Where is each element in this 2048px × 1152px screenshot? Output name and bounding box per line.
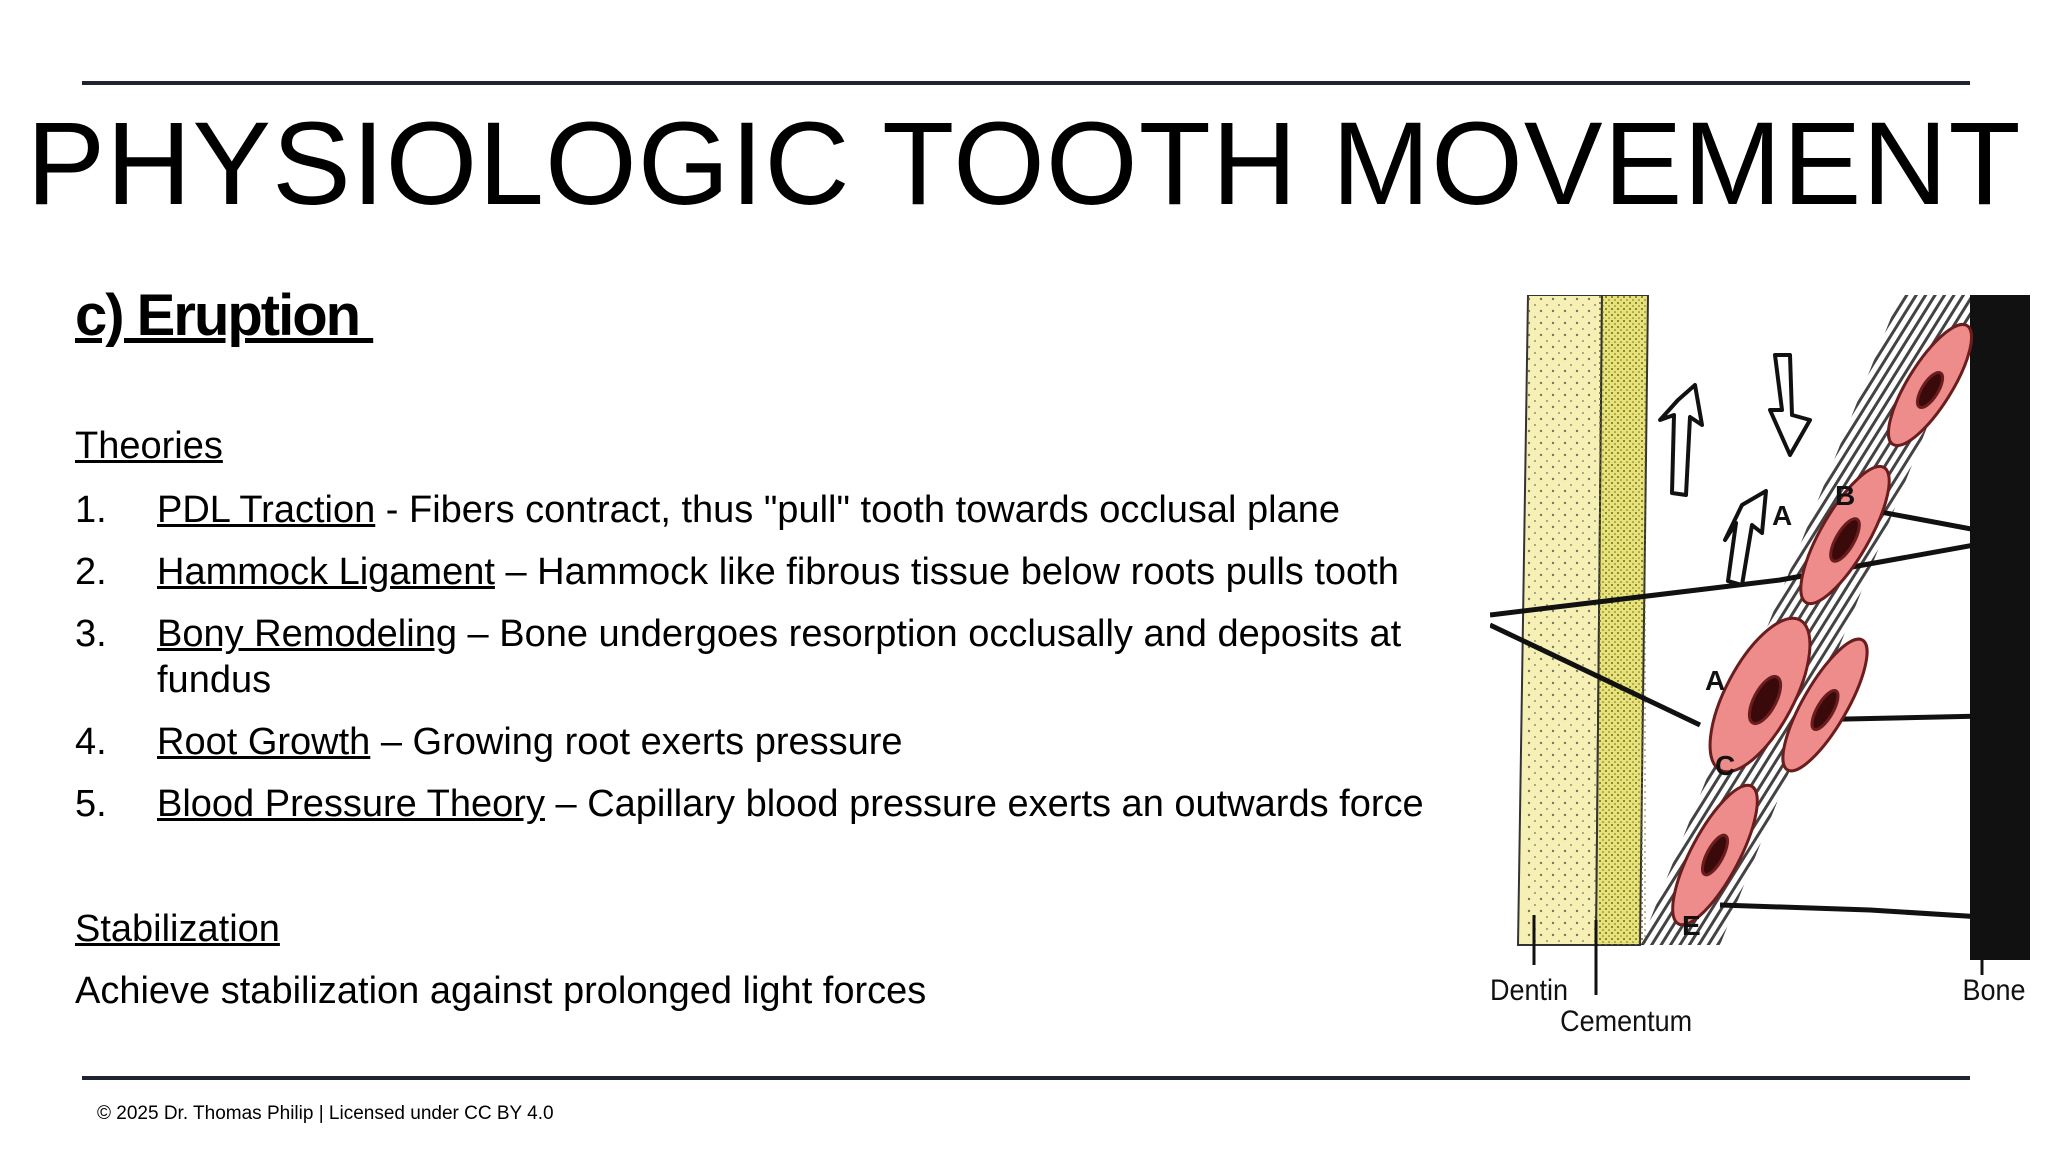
cementum-dots bbox=[1598, 295, 1646, 945]
item-number: 2. bbox=[75, 551, 107, 593]
item-description: – Growing root exerts pressure bbox=[370, 721, 903, 763]
theories-list bbox=[75, 487, 1475, 843]
down-arrow bbox=[1770, 355, 1810, 455]
slide-title: PHYSIOLOGIC TOOTH MOVEMENT bbox=[26, 98, 2022, 230]
dentin-dots bbox=[1526, 295, 1596, 945]
cell-letter: B bbox=[1835, 480, 1856, 511]
item-number: 3. bbox=[75, 613, 107, 655]
theories-label: Theories bbox=[75, 425, 223, 467]
item-description: – Capillary blood pressure exerts an outwards force bbox=[544, 783, 1424, 825]
bottom-divider bbox=[82, 1076, 1970, 1080]
item-number: 1. bbox=[75, 489, 107, 531]
section-heading: c) Eruption bbox=[75, 283, 374, 348]
item-term: Root Growth bbox=[157, 721, 371, 763]
alveolar-bone bbox=[1970, 295, 2030, 960]
list-item bbox=[75, 549, 1475, 595]
stabilization-label: Stabilization bbox=[75, 908, 280, 950]
copyright-footer: © 2025 Dr. Thomas Philip | Licensed under CC BY 4.0 bbox=[97, 1103, 554, 1124]
cementum-label: Cementum bbox=[1560, 1004, 1693, 1039]
up-arrow-1 bbox=[1660, 385, 1702, 495]
eruption-arrows bbox=[1660, 355, 1810, 585]
item-term: PDL Traction bbox=[157, 489, 376, 531]
list-item bbox=[75, 781, 1475, 827]
top-divider bbox=[82, 81, 1970, 85]
up-arrow-2 bbox=[1725, 491, 1766, 585]
item-number: 5. bbox=[75, 783, 107, 825]
item-number: 4. bbox=[75, 721, 107, 763]
item-term: Bony Remodeling bbox=[157, 613, 457, 655]
bone-label: Bone bbox=[1962, 973, 2026, 1008]
dentin-label: Dentin bbox=[1490, 973, 1568, 1008]
item-term: Blood Pressure Theory bbox=[157, 783, 545, 825]
pdl-eruption-diagram bbox=[1490, 295, 2030, 1040]
cell-letter: A bbox=[1772, 500, 1793, 531]
list-item bbox=[75, 611, 1475, 703]
cell-letter: A bbox=[1705, 665, 1726, 696]
list-item bbox=[75, 487, 1475, 533]
stabilization-text: Achieve stabilization against prolonged light forces bbox=[75, 970, 927, 1012]
cell-letter: C bbox=[1715, 750, 1736, 781]
item-description: – Bone undergoes resorption occlusally and deposits at fundus bbox=[157, 613, 1402, 701]
list-item bbox=[75, 719, 1475, 765]
cell-letter: E bbox=[1682, 910, 1701, 941]
item-description: - Fibers contract, thus "pull" tooth towards occlusal plane bbox=[375, 489, 1341, 531]
item-term: Hammock Ligament bbox=[157, 551, 495, 593]
item-description: – Hammock like fibrous tissue below roots pulls tooth bbox=[494, 551, 1399, 593]
